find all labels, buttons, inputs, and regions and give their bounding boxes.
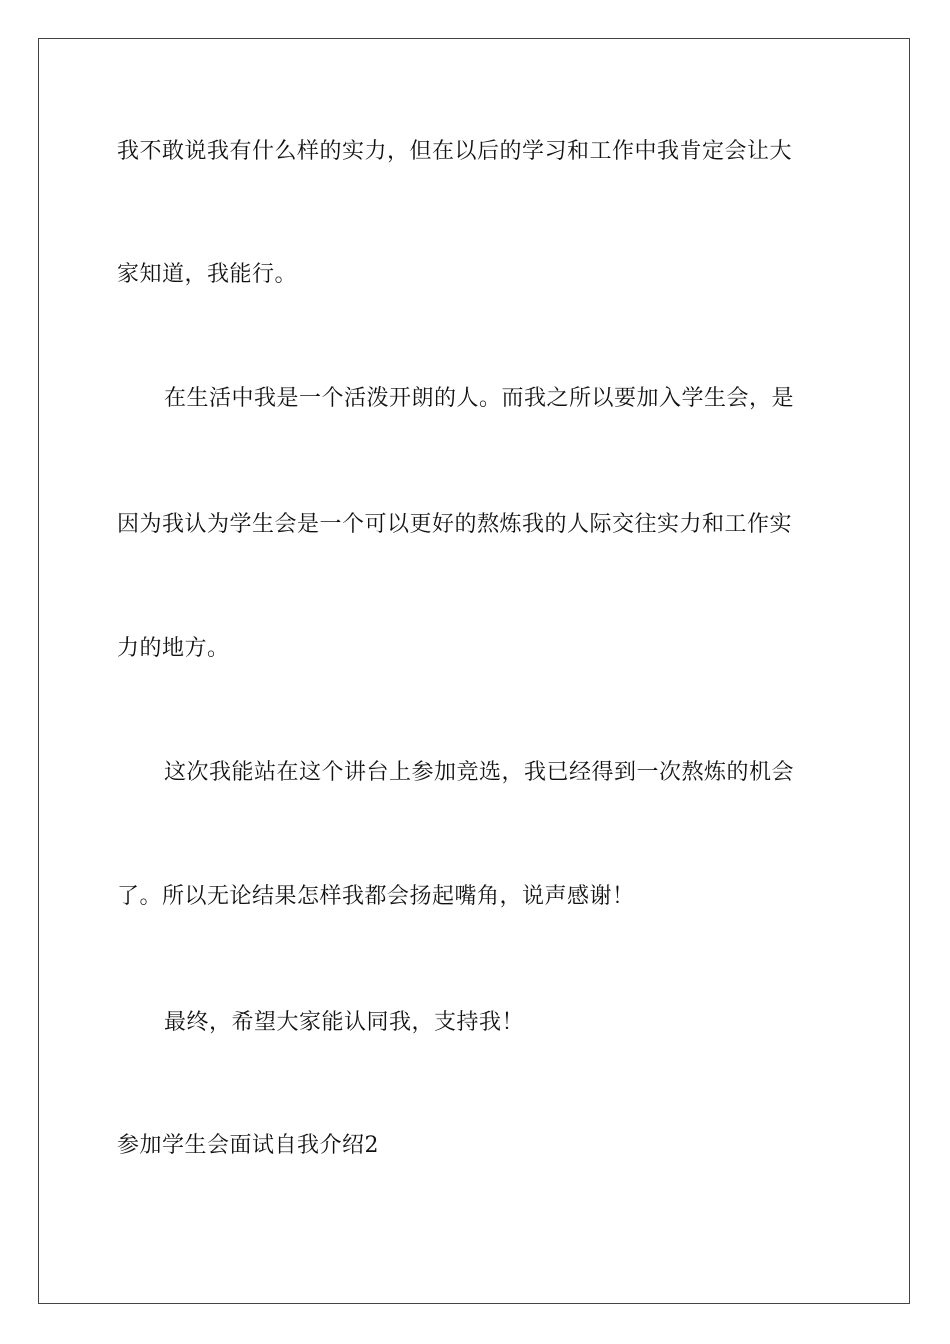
paragraph-line: 力的地方。 [117,636,230,661]
paragraph-line: 最终，希望大家能认同我，支持我！ [164,1010,525,1035]
paragraph-line: 家知道，我能行。 [117,262,298,287]
paragraph-line: 了。所以无论结果怎样我都会扬起嘴角，说声感谢！ [117,884,635,909]
paragraph-line: 我不敢说我有什么样的实力，但在以后的学习和工作中我肯定会让大 [117,139,793,164]
paragraph-line: 在生活中我是一个活泼开朗的人。而我之所以要加入学生会，是 [164,386,795,411]
page-frame [38,38,910,1304]
paragraph-line: 这次我能站在这个讲台上参加竞选，我已经得到一次熬炼的机会 [164,760,795,785]
section-heading: 参加学生会面试自我介绍2 [117,1133,379,1158]
paragraph-line: 因为我认为学生会是一个可以更好的熬炼我的人际交往实力和工作实 [117,512,793,537]
